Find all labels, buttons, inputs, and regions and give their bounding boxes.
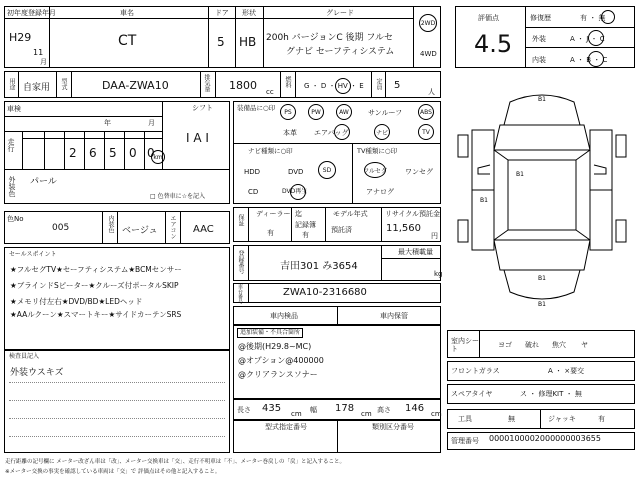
displacement-unit: cc (266, 88, 274, 96)
length-unit: cm (291, 410, 302, 418)
chassis-value: ZWA10-2316680 (283, 287, 367, 298)
tv-fullseg: フルセグ (364, 162, 386, 178)
doors-label: ドア (215, 9, 229, 17)
model-value: DAA-ZWA10 (102, 79, 169, 92)
recycle-unit: 円 (431, 232, 438, 240)
management-number: 0000100002000000003655 (489, 434, 601, 443)
displacement-value: 1800 (229, 79, 257, 92)
interior-label: 内装 (532, 56, 546, 64)
seat-option-dirt: ヨゴ (498, 341, 512, 349)
color-no-label: 色No (7, 215, 24, 223)
tools-label: 工具 (458, 415, 472, 423)
grade-label: グレード (326, 9, 354, 17)
car-outline-svg (450, 80, 634, 320)
inner-storage-label: 車内保管 (380, 312, 408, 320)
ac-label: エアコン (169, 215, 176, 239)
selling-points-title: セールスポイント (9, 251, 57, 258)
score-value: 4.5 (474, 30, 513, 58)
spec-number-label: 型式指定番号 (265, 423, 307, 431)
registration-value: 吉田301 み3654 (280, 261, 358, 272)
displacement-label: 排気量 (203, 74, 210, 92)
diagram-label-left: B1 (516, 171, 524, 178)
model-label: 型式 (60, 78, 67, 90)
selling-point-line-4: ★AAルクーン★スマートキー★サイドカーテンSRS (10, 310, 182, 319)
fuel-label: 燃料 (284, 76, 291, 88)
exterior-label: 外装 (532, 35, 546, 43)
ac-value: AAC (193, 224, 214, 235)
equipment-pw: PW (308, 104, 324, 120)
width-unit: cm (361, 410, 372, 418)
equipment-leather: 本革 (283, 129, 297, 137)
tv-analog: アナログ (366, 188, 394, 196)
doors-value: 5 (217, 35, 225, 49)
color-label: 外装色 (8, 176, 16, 197)
exterior-options: A ・ J ・ C (570, 35, 605, 43)
score-label: 評価点 (478, 14, 499, 22)
fuel-options: G ・ D ・ HV ・ E (304, 82, 364, 90)
exterior-grade-circle (588, 30, 604, 46)
inner-check-label: 車内検品 (270, 312, 298, 320)
repair-label: 修復歴 (530, 14, 551, 22)
shift-label: シフト (192, 104, 213, 112)
grade-line-1: 200h バージョンC 後期 フルセ (266, 33, 394, 43)
options-line-3: @クリアランスソナー (238, 370, 318, 379)
length-label: 長さ (237, 406, 251, 414)
capacity-value: 5 (394, 80, 401, 91)
selling-point-line-3: ★メモリ付左右★DVD/BD★LEDヘッド (10, 297, 143, 306)
jack-value: 有 (598, 415, 605, 423)
selling-point-line-2: ★ブラインドSピーター★クルーズ付ポータルSKIP (10, 281, 179, 290)
interior-color-label: 内装色 (107, 215, 114, 233)
equipment-abs: ABS (418, 104, 434, 120)
car-name-value: CT (118, 33, 137, 49)
interior-grade-circle (588, 51, 604, 67)
grade-line-2: グナビ セーフティシステム (286, 47, 395, 57)
usage-label: 用途 (8, 78, 15, 90)
height-unit: cm (431, 410, 442, 418)
capacity-unit: 人 (428, 88, 435, 96)
fuel-hv-circle (335, 78, 351, 94)
category-number-label: 類別区分番号 (372, 423, 414, 431)
repair-options: 有 ・ 無 (580, 14, 606, 22)
height-label: 高さ (377, 406, 391, 414)
model-year-label: モデル年式 (333, 210, 368, 218)
nav-dvd-play-circle (290, 184, 306, 200)
shift-value: I A I (186, 131, 209, 145)
drive-2wd-circle: 2WD (419, 14, 437, 32)
first-reg-label: 初年度登録年月 (7, 9, 56, 17)
odometer-digit-5: 0 (129, 146, 137, 160)
diagram-label-front: B1 (538, 96, 546, 103)
odometer-digit-6: 0 (147, 146, 155, 160)
color-no-value: 005 (52, 223, 70, 233)
equipment-ps: PS (280, 104, 296, 120)
nav-title: ナビ種類に○印 (248, 147, 293, 155)
usage-value: 自家用 (23, 83, 51, 93)
selling-point-line-1: ★フルセグTV★セーフティシステム★BCMセンサー (10, 265, 182, 274)
diagram-label-rear: B1 (538, 275, 546, 282)
equipment-tv: TV (418, 124, 434, 140)
width-label: 幅 (310, 406, 317, 414)
recycle-label: リサイクル預託金 (385, 210, 441, 218)
nav-hdd: HDD (244, 168, 261, 176)
odometer-digit-4: 5 (109, 146, 117, 160)
capacity-label: 定員 (375, 78, 382, 90)
nav-sd: SD (318, 161, 336, 179)
shape-value: HB (239, 35, 257, 49)
spare-tire-options: ス ・ 修理KIT ・ 無 (520, 390, 582, 398)
color-value: パール (30, 177, 57, 187)
tv-title: TV種類に○印 (357, 147, 398, 155)
equipment-airbag: エアバッグ (314, 129, 349, 137)
record-book-value: 有 (302, 231, 309, 239)
footer-note-1: 走行距離の記号欄に メーター改ざん車は「改」、メーター交換車は「交」、走行不明車は「不」、メーター巻戻しの「戻」と記入すること。 (5, 459, 346, 465)
odometer-km-circle: km (151, 150, 165, 164)
seat-option-other: ヤ (581, 341, 588, 349)
car-name-label: 車名 (120, 9, 134, 17)
dealer-value: 有 (267, 229, 274, 237)
warranty-label: 保証 (237, 214, 244, 226)
inspection-label: 車検 (7, 105, 21, 113)
diagram-label-door: B1 (480, 197, 488, 204)
interior-color-value: ベージュ (122, 226, 158, 236)
seat-label: 室内シート (451, 337, 479, 353)
warranty-until: 迄 (295, 210, 302, 218)
equipment-navi: ナビ (374, 124, 390, 140)
first-reg-unit: 月 (40, 58, 47, 66)
max-load-unit: kg (434, 270, 443, 278)
front-glass-label: フロントガラス (451, 367, 500, 375)
repair-none-circle (601, 10, 615, 24)
first-reg-year: H29 (9, 31, 32, 44)
options-line-2: @オプション@400000 (238, 356, 324, 365)
front-glass-options: A ・ ×要交 (548, 367, 585, 375)
meter-label: 走行 (7, 138, 15, 152)
equipment-sunroof: サンルーフ (368, 109, 403, 117)
drive-4wd: 4WD (420, 50, 437, 58)
shape-label: 形状 (242, 9, 256, 17)
options-title: 追加装備・不具合箇所 (237, 328, 303, 338)
odometer-digit-3: 6 (89, 146, 97, 160)
spare-tire-label: スペアタイヤ (451, 390, 493, 398)
tv-oneseg: ワンセグ (405, 168, 433, 176)
equipment-airbag-circle (334, 124, 350, 140)
odometer-digit-2: 2 (69, 146, 77, 160)
nav-dvd-play: DVD再生 (282, 188, 308, 195)
recycle-value: 11,560 (386, 223, 421, 234)
seat-option-tear: 破れ (525, 341, 539, 349)
interior-options: A ・ B ・ C (570, 56, 608, 64)
inspector-title: 検査員記入 (9, 353, 40, 360)
length-value: 435 (262, 403, 282, 414)
record-book-label: 記録簿 (295, 221, 316, 229)
management-label: 管理番号 (451, 437, 479, 445)
height-value: 146 (405, 403, 425, 414)
width-value: 178 (335, 403, 355, 414)
first-reg-month: 11 (33, 48, 44, 57)
registration-label: 登録番号 (237, 250, 244, 274)
nav-dvd: DVD (288, 168, 304, 176)
inspector-line-1: 外装ウスキズ (10, 368, 64, 378)
max-load-label: 最大積載量 (398, 248, 433, 256)
chassis-label: 車台番号 (237, 284, 243, 304)
nav-cd: CD (248, 188, 259, 196)
dealer-label: ディーラー (256, 210, 291, 218)
tools-row (447, 409, 635, 429)
tools-value: 無 (508, 415, 515, 423)
seat-option-burn: 焦穴 (552, 341, 566, 349)
diagram-label-bumper: B1 (538, 301, 546, 308)
jack-label: ジャッキ (548, 415, 576, 423)
equipment-aw: AW (336, 104, 352, 120)
inspection-year-unit: 年 (104, 119, 111, 127)
footer-note-2: ※メーター交換の事実を確認している車両は「交」で 評価点はその他と記入すること。 (5, 469, 221, 475)
inspection-month-unit: 月 (148, 119, 155, 127)
color-note: □ 色替車に☆を記入 (150, 193, 205, 200)
recycle-status: 預託済 (331, 226, 352, 234)
car-damage-diagram (450, 80, 634, 320)
equipment-title: 装備品に○印 (237, 104, 276, 112)
options-line-1: @後期(H29.8~MC) (238, 342, 312, 351)
